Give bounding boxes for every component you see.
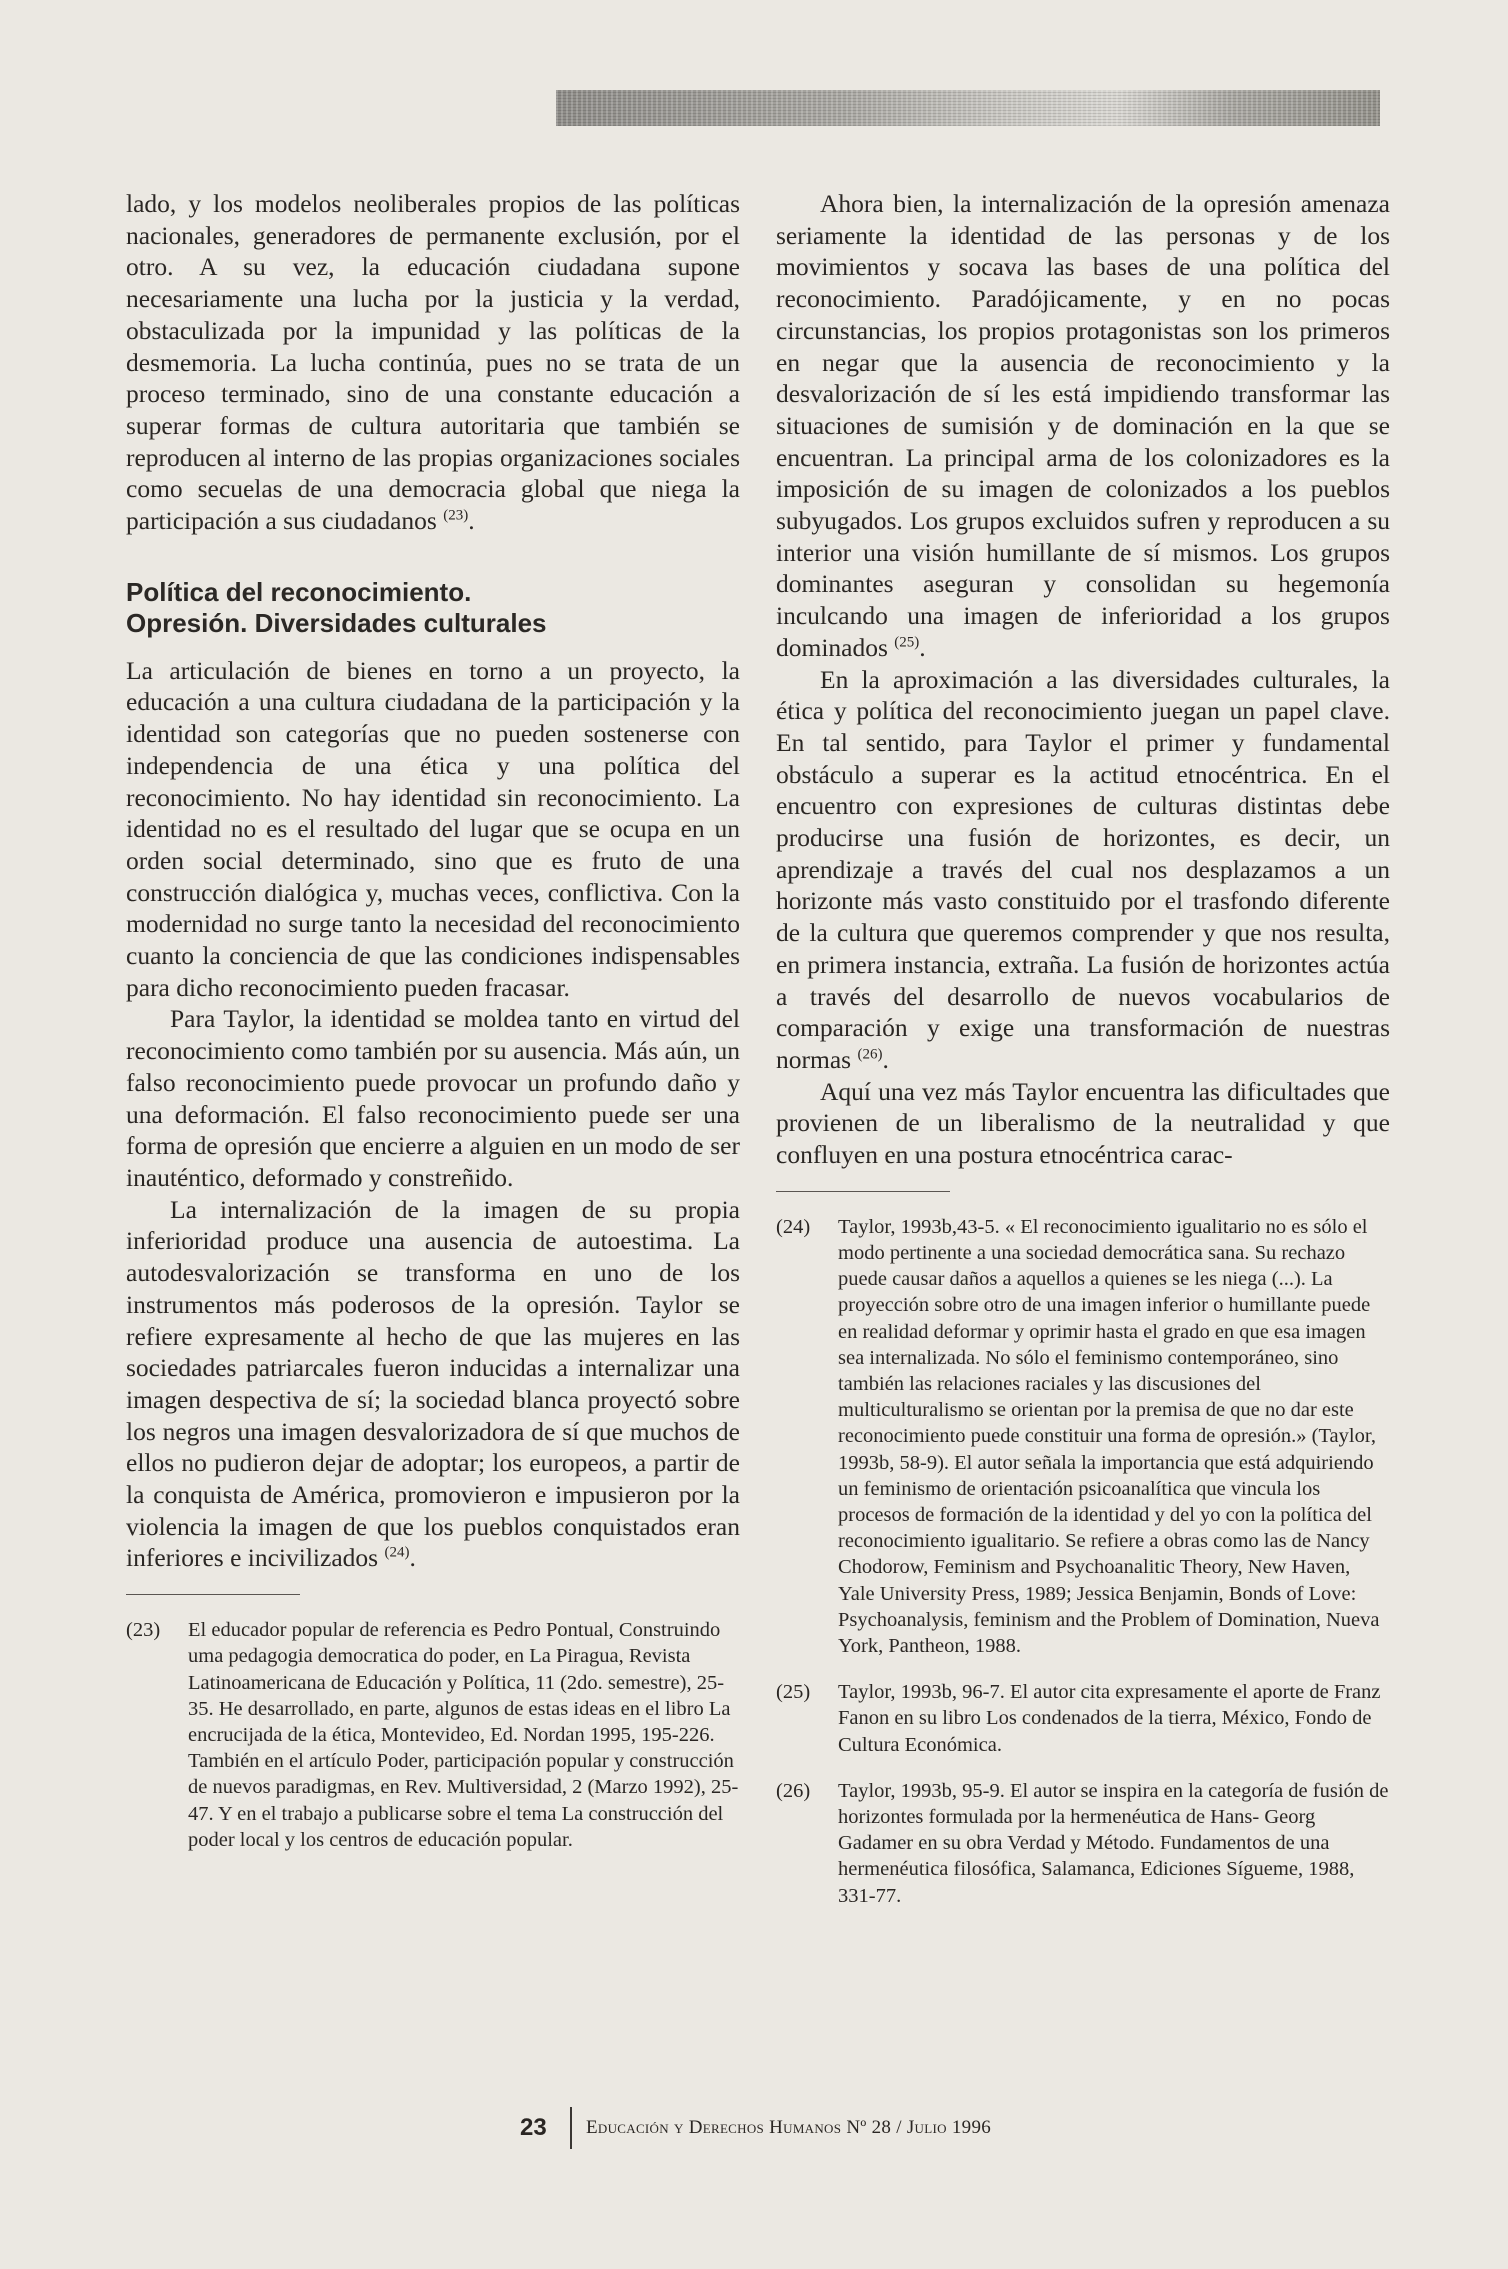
body-paragraph <box>126 188 740 537</box>
header-decorative-band <box>556 90 1380 126</box>
footnote-25 <box>776 1679 1390 1758</box>
footnote-number: (23) <box>126 1619 161 1642</box>
right-column <box>776 188 1390 1909</box>
footnote-ref: (26) <box>857 1046 883 1063</box>
body-paragraph: Para Taylor, la identidad se moldea tanto en virtud del reconocimiento como también por su ausencia. Más aún, un falso reconocimiento puede provocar un profundo daño y una deformación. El falso reconocimiento puede ser una forma de opresión que encierre a alguien en un modo de ser inauténtico, deformado y constreñido. <box>126 1004 740 1192</box>
body-paragraph: Aquí una vez más Taylor encuentra las dificultades que provienen de un liberalismo de la neutralidad y que confluyen en una postura etnocéntrica carac- <box>776 1076 1390 1170</box>
body-paragraph <box>776 664 1390 1076</box>
body-paragraph: La articulación de bienes en torno a un proyecto, la educación a una cultura ciudadana de la participación y la identidad son categorías que no pueden sostenerse con independencia de una ética y una política del reconocimiento. No hay identidad sin reconocimiento. La identidad no es el resultado del lugar que se ocupa en un orden social determinado, sino que es fruto de una construcción dialógica y, muchas veces, conflictiva. Con la modernidad no surge tanto la necesidad del reconocimiento cuanto la conciencia de que las condiciones indispensables para dicho reconocimiento pueden fracasar. <box>126 655 740 1002</box>
paragraph-text: lado, y los modelos neoliberales propios de las políticas nacionales, generadores de permanente exclusión, por el otro. A su vez, la educación ciudadana supone necesariamente una lucha por la justicia y la verdad, obstaculizada por la impunidad y las políticas de la desmemoria. La lucha continúa, pues no se trata de un proceso terminado, sino de una constante educación a superar formas de cultura autoritaria que también se reproducen al interno de las propias organizaciones sociales como secuelas de una democracia global que niega la participación a sus ciudadanos <box>126 189 740 536</box>
paragraph-text: En la aproximación a las diversidades culturales, la ética y política del reconocimiento juegan un papel clave. En tal sentido, para Taylor el primer y fundamental obstáculo a superar es la actitud etnocéntrica. En el encuentro con expresiones de culturas distintas debe producirse una fusión de horizontes, es decir, un aprendizaje a través del cual nos desplazamos a un horizonte más vasto constituido por el trasfondo diferente de la cultura que queremos comprender y que nos resulta, en primera instancia, extraña. La fusión de horizontes actúa a través del desarrollo de nuevos vocabularios de comparación y exige una transformación de nuestras normas <box>776 664 1390 1074</box>
paragraph-text: Ahora bien, la internalización de la opresión amenaza seriamente la identidad de las personas y de los movimientos y socava las bases de una política del reconocimiento. Paradójicamente, y en no pocas circunstancias, los propios protagonistas son los primeros en negar que la ausencia de reconocimiento y la desvalorización de sí les está impidiendo transformar las situaciones de sumisión y de dominación en la que se encuentran. La principal arma de los colonizadores es la imposición de su imagen de colonizados a los pueblos subyugados. Los grupos excluidos sufren y reproducen a su interior una visión humillante de sí mismos. Los grupos dominantes aseguran y consolidan su hegemonía inculcando una imagen de inferioridad a los grupos dominados <box>776 189 1390 662</box>
footnote-23 <box>126 1617 740 1853</box>
footnote-text: Taylor, 1993b,43-5. « El reconocimiento igualitario no es sólo el modo pertinente a una sociedad democrática sana. Su rechazo puede causar daños a aquellos a quienes se les niega (...). La proyección sobre otro de una imagen inferior o humillante puede en realidad deformar y oprimir hasta el grado en que esa imagen sea internalizada. No sólo el feminismo contemporáneo, sino también las relaciones raciales y las discusiones del multiculturalismo se orientan por la premisa de que no dar este reconocimiento puede constituir una forma de opresión.» (Taylor, 1993b, 58-9). El autor señala la importancia que está adquiriendo un feminismo de orientación psicoanalítica que vincula los procesos de formación de la identidad y del yo con la política del reconocimiento igualitario. Se refiere a obras como las de Nancy Chodorow, Feminism and Psychoanalitic Theory, New Haven, Yale University Press, 1989; Jessica Benjamin, Bonds of Love: Psychoanalysis, feminism and the Problem of Domination, Nueva York, Pantheon, 1988. <box>838 1215 1380 1658</box>
footnote-divider <box>776 1191 950 1192</box>
footnote-ref: (24) <box>384 1544 410 1561</box>
section-title-line: Opresión. Diversidades culturales <box>126 607 547 638</box>
footnote-ref: (23) <box>443 507 469 524</box>
footnote-number: (25) <box>776 1681 811 1704</box>
footnote-26 <box>776 1778 1390 1909</box>
footnote-number: (24) <box>776 1215 811 1238</box>
footnote-text: Taylor, 1993b, 96-7. El autor cita expresamente el aporte de Franz Fanon en su libro Los condenados de la tierra, México, Fondo de Cultura Económica. <box>838 1681 1381 1756</box>
body-paragraph <box>126 1194 740 1574</box>
body-paragraph <box>776 188 1390 664</box>
footnote-text: El educador popular de referencia es Pedro Pontual, Construindo uma pedagogia democratica do poder, en La Piragua, Revista Latinoamericana de Educación y Política, 11 (2do. semestre), 25-35. He desarrollado, en parte, algunos de estas ideas en el libro La encrucijada de la ética, Montevideo, Ed. Nordan 1995, 195-226. También en el artículo Poder, participación popular y construcción de nuevos paradigmas, en Rev. Multiversidad, 2 (Marzo 1992), 25-47. Y en el trabajo a publicarse sobre el tema La construcción del poder local y los centros de educación popular. <box>188 1619 739 1851</box>
section-title <box>126 577 740 639</box>
section-title-line: Política del reconocimiento. <box>126 576 472 607</box>
paragraph-end: . <box>882 1044 889 1074</box>
paragraph-text: La internalización de la imagen de su propia inferioridad produce una ausencia de autoestima. La autodesvalorización se transforma en uno de los instrumentos más poderosos de la opresión. Taylor se refiere expresamente al hecho de que las mujeres en las sociedades patriarcales fueron inducidas a internalizar una imagen despectiva de sí; la sociedad blanca proyectó sobre los negros una imagen desvalorizadora de sí que muchos de ellos no pudieron dejar de adoptar; los europeos, a partir de la conquista de América, promovieron e impusieron por la violencia la imagen de que los pueblos conquistados eran inferiores e incivilizados <box>126 1194 740 1573</box>
page-number: 23 <box>520 2114 547 2141</box>
footnote-divider <box>126 1594 300 1595</box>
paragraph-end: . <box>468 506 475 536</box>
footnote-24 <box>776 1214 1390 1659</box>
left-column <box>126 188 740 1853</box>
publication-info: Educación y Derechos Humanos Nº 28 / Julio 1996 <box>586 2117 992 2138</box>
footnote-ref: (25) <box>894 634 920 651</box>
footnote-number: (26) <box>776 1779 811 1802</box>
paragraph-end: . <box>409 1543 416 1573</box>
paragraph-end: . <box>919 632 926 662</box>
footnote-text: Taylor, 1993b, 95-9. El autor se inspira en la categoría de fusión de horizontes formulada por la hermenéutica de Hans- Georg Gadamer en su obra Verdad y Método. Fundamentos de una hermenéutica filosófica, Salamanca, Ediciones Sígueme, 1988, 331-77. <box>838 1779 1389 1907</box>
footer-divider <box>570 2107 572 2149</box>
